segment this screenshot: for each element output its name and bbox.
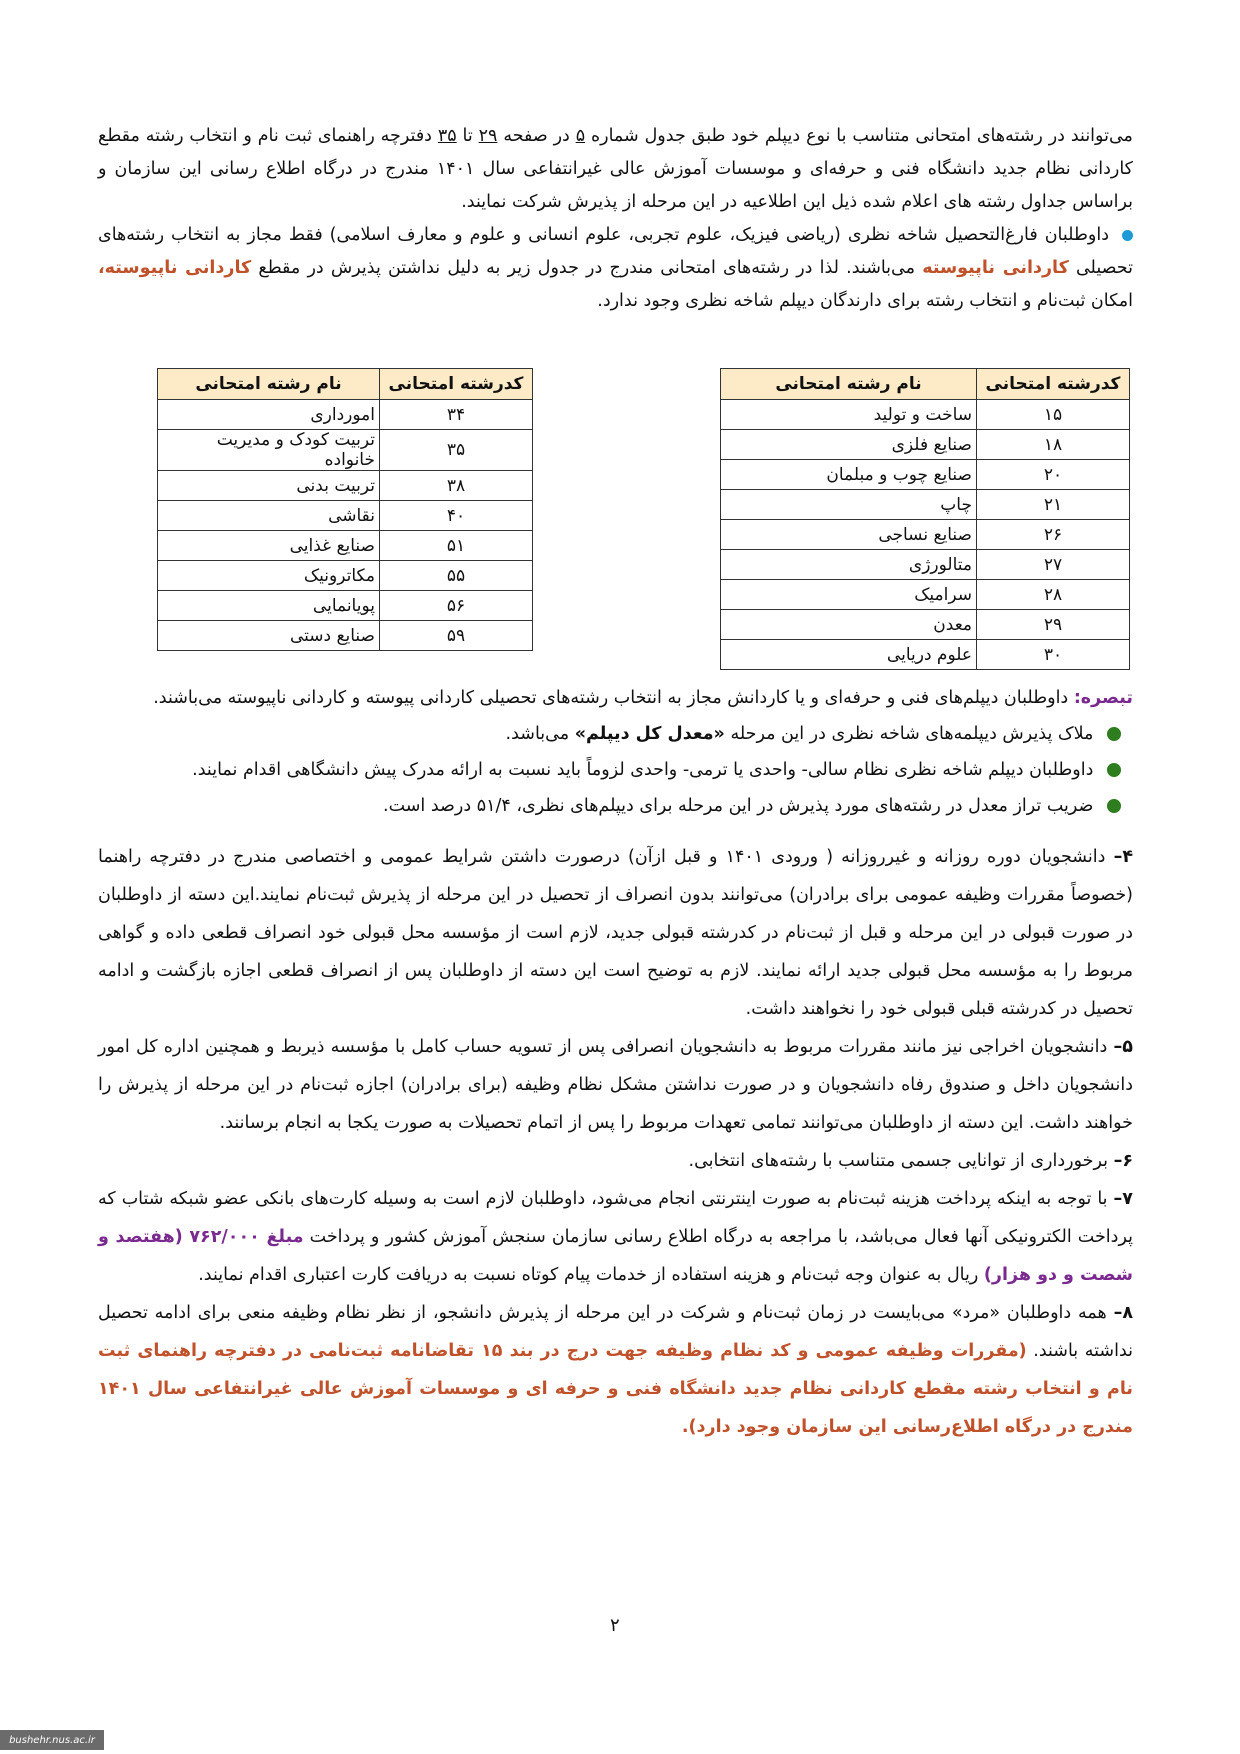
bullet-bold: «معدل کل دیپلم» bbox=[574, 724, 725, 744]
page-to: ۳۵ bbox=[437, 126, 457, 146]
blue-bullet-icon bbox=[1122, 230, 1133, 241]
table-row bbox=[721, 550, 1130, 580]
field-name: مکاترونیک bbox=[158, 561, 380, 591]
item-8 bbox=[98, 1294, 1133, 1446]
green-bullet-icon bbox=[1107, 727, 1121, 741]
bullet-text: ضریب تراز معدل در رشته‌های مورد پذیرش در این مرحله برای دیپلم‌های نظری، ۵۱/۴ درصد است. bbox=[383, 796, 1094, 816]
item-number: ۸– bbox=[1113, 1303, 1133, 1323]
field-code: ۴۰ bbox=[380, 501, 533, 531]
to-word: تا bbox=[462, 126, 473, 146]
table-row bbox=[721, 430, 1130, 460]
item-text-end: ریال به عنوان وجه ثبت‌نام و هزینه استفاده از خدمات پیام کوتاه نسبت به دریافت کارت اعتباری اقدام نمایند. bbox=[198, 1265, 979, 1285]
theory-note-highlight1: کاردانی ناپیوسته bbox=[922, 258, 1069, 278]
field-code: ۲۹ bbox=[977, 610, 1130, 640]
theory-note-part1: داوطلبان فارغ‌التحصیل شاخه نظری (ریاضی فیزیک، علوم تجربی، علوم انسانی و علوم و معارف اسلامی) فقط مجاز به انتخاب رشته‌های تحصیلی bbox=[98, 225, 1133, 278]
field-name: سرامیک bbox=[721, 580, 977, 610]
table-row bbox=[158, 471, 533, 501]
military-service-note: (مقررات وظیفه عمومی و کد نظام وظیفه جهت درج در بند ۱۵ تقاضانامه ثبت‌نامی در دفترچه راهنمای ثبت نام و انتخاب رشته مقطع کاردانی نظام جدید دانشگاه فنی و حرفه ای و موسسات آموزش عالی غیرانتفاعی سال ۱۴۰۱ مندرج در درگاه اطلاع‌رسانی این سازمان وجود دارد). bbox=[98, 1341, 1133, 1437]
table-row bbox=[158, 400, 533, 430]
item-text: با توجه به اینکه پرداخت هزینه ثبت‌نام به صورت اینترنتی انجام می‌شود، داوطلبان لازم است به وسیله کارت‌های بانکی عضو شبکه شتاب که پرداخت الکترونیکی آنها فعال می‌باشد، با مراجعه به درگاه اطلاع رسانی سازمان سنجش آموزش کشور و پرداخت bbox=[98, 1189, 1133, 1247]
header-name: نام رشته امتحانی bbox=[721, 369, 977, 400]
header-code: کدرشته امتحانی bbox=[380, 369, 533, 400]
field-code: ۵۶ bbox=[380, 591, 533, 621]
item-number: ۵– bbox=[1113, 1037, 1133, 1057]
header-name: نام رشته امتحانی bbox=[158, 369, 380, 400]
field-code: ۱۵ bbox=[977, 400, 1130, 430]
green-bullet-icon bbox=[1107, 763, 1121, 777]
table-row bbox=[158, 531, 533, 561]
field-name: تربیت بدنی bbox=[158, 471, 380, 501]
page-word: در صفحه bbox=[503, 126, 570, 146]
field-name: صنایع فلزی bbox=[721, 430, 977, 460]
intro-line2: انتخاب رشته مقطع کاردانی نظام جدید دانشگاه فنی و حرفه‌ای و موسسات آموزش عالی غیرانتفاعی سال ۱۴۰۱ مندرج در درگاه اطلاع رسانی این سازمان و براساس جداول رشته های اعلام شده ذیل این اطلاعیه در این مرحله از پذیرش شرکت نمایند. bbox=[98, 126, 1134, 212]
field-code: ۲۷ bbox=[977, 550, 1130, 580]
field-name: ساخت و تولید bbox=[721, 400, 977, 430]
field-name: صنایع نساجی bbox=[721, 520, 977, 550]
table-row bbox=[721, 460, 1130, 490]
fields-table-left bbox=[157, 368, 533, 651]
bullet-text: داوطلبان دیپلم شاخه نظری نظام سالی- واحدی یا ترمی- واحدی لزوماً باید نسبت به ارائه مدرک پیش دانشگاهی اقدام نمایند. bbox=[192, 760, 1094, 780]
field-code: ۳۸ bbox=[380, 471, 533, 501]
field-code: ۱۸ bbox=[977, 430, 1130, 460]
field-code: ۳۰ bbox=[977, 640, 1130, 670]
field-name: چاپ bbox=[721, 490, 977, 520]
header-code: کدرشته امتحانی bbox=[977, 369, 1130, 400]
green-bullet-icon bbox=[1107, 799, 1121, 813]
page-number: ۲ bbox=[610, 1615, 620, 1636]
field-code: ۲۰ bbox=[977, 460, 1130, 490]
intro-line1-end: دفترچه راهنمای ثبت نام و bbox=[243, 126, 432, 146]
item-text: برخورداری از توانایی جسمی متناسب با رشته‌های انتخابی. bbox=[688, 1151, 1108, 1171]
tabsare-note bbox=[98, 680, 1133, 716]
tabsare-text: داوطلبان دیپلم‌های فنی و حرفه‌ای و یا کاردانش مجاز به انتخاب رشته‌های تحصیلی کاردانی پیوسته و کاردانی ناپیوسته می‌باشند. bbox=[153, 688, 1069, 708]
field-code: ۵۹ bbox=[380, 621, 533, 651]
field-name: متالورژی bbox=[721, 550, 977, 580]
field-name: نقاشی bbox=[158, 501, 380, 531]
field-code: ۲۱ bbox=[977, 490, 1130, 520]
field-code: ۲۶ bbox=[977, 520, 1130, 550]
bullet-text: ملاک پذیرش دیپلمه‌های شاخه نظری در این مرحله bbox=[730, 724, 1094, 744]
theory-note bbox=[98, 219, 1133, 318]
table-row bbox=[721, 520, 1130, 550]
field-name: علوم دریایی bbox=[721, 640, 977, 670]
field-name: معدن bbox=[721, 610, 977, 640]
field-code: ۵۱ bbox=[380, 531, 533, 561]
item-number: ۶– bbox=[1113, 1151, 1133, 1171]
bullet-item bbox=[98, 752, 1133, 788]
theory-note-part3: امکان ثبت‌نام و انتخاب رشته برای دارندگان دیپلم شاخه نظری وجود ندارد. bbox=[597, 291, 1133, 311]
field-name: صنایع غذایی bbox=[158, 531, 380, 561]
field-name: پویانمایی bbox=[158, 591, 380, 621]
tabsare-label: تبصره: bbox=[1073, 688, 1133, 708]
footer-url[interactable]: bushehr.nus.ac.ir bbox=[0, 1730, 104, 1750]
item-5 bbox=[98, 1028, 1133, 1142]
fields-table-right bbox=[720, 368, 1130, 670]
item-7 bbox=[98, 1180, 1133, 1294]
item-text: همه داوطلبان «مرد» می‌بایست در زمان ثبت‌نام و شرکت در این مرحله از پذیرش دانشجو، از نظر نظام وظیفه منعی برای ادامه تحصیل نداشته باشند. bbox=[98, 1303, 1134, 1361]
table-row bbox=[721, 610, 1130, 640]
bullet-item bbox=[98, 716, 1133, 752]
payment-amount: مبلغ ۷۶۲/۰۰۰ (هفتصد و شصت و دو هزار) bbox=[98, 1227, 1133, 1285]
theory-note-part2: می‌باشند. لذا در رشته‌های امتحانی مندرج در جدول زیر به دلیل نداشتن پذیرش در مقطع bbox=[258, 258, 916, 278]
notes-section bbox=[98, 680, 1133, 824]
field-code: ۲۸ bbox=[977, 580, 1130, 610]
table-row bbox=[158, 561, 533, 591]
field-name: امورداری bbox=[158, 400, 380, 430]
page-from: ۲۹ bbox=[478, 126, 498, 146]
bullet-text-after: می‌باشد. bbox=[505, 724, 570, 744]
table-row bbox=[158, 621, 533, 651]
bullet-item bbox=[98, 788, 1133, 824]
item-number: ۴– bbox=[1113, 847, 1133, 867]
item-6 bbox=[98, 1142, 1133, 1180]
field-code: ۳۴ bbox=[380, 400, 533, 430]
table-row bbox=[721, 580, 1130, 610]
intro-paragraph bbox=[98, 120, 1133, 318]
field-code: ۳۵ bbox=[380, 430, 533, 471]
field-name: صنایع دستی bbox=[158, 621, 380, 651]
item-4 bbox=[98, 838, 1133, 1028]
field-name: صنایع چوب و مبلمان bbox=[721, 460, 977, 490]
table-row bbox=[158, 430, 533, 471]
table-row bbox=[158, 591, 533, 621]
theory-note-highlight2: کاردانی ناپیوسته، bbox=[98, 258, 252, 278]
numbered-items bbox=[98, 838, 1133, 1446]
field-code: ۵۵ bbox=[380, 561, 533, 591]
table-row bbox=[158, 501, 533, 531]
table-row bbox=[721, 490, 1130, 520]
table-row bbox=[721, 400, 1130, 430]
table-row bbox=[721, 640, 1130, 670]
item-text: دانشجویان دوره روزانه و غیرروزانه ( ورودی ۱۴۰۱ و قبل ازآن) درصورت داشتن شرایط عمومی و اختصاصی مندرج در دفترچه راهنما (خصوصاً مقررات وظیفه عمومی برای برادران) می‌توانند بدون انصراف از تحصیل در این مرحله از پذیرش ثبت‌نام نمایند.این دسته از داوطلبان در صورت قبولی در این مرحله و قبل از ثبت‌نام در کدرشته قبولی جدید، لازم است از مؤسسه محل قبولی خود انصراف قطعی داده و گواهی مربوط را به مؤسسه محل قبولی جدید ارائه نمایند. لازم به توضیح است این دسته از داوطلبان پس از انصراف قطعی اجازه بازگشت و ادامه تحصیل در کدرشته قبلی قبولی خود را نخواهند داشت. bbox=[98, 847, 1133, 1019]
table-number: ۵ bbox=[575, 126, 586, 146]
item-number: ۷– bbox=[1113, 1189, 1133, 1209]
field-name: تربیت کودک و مدیریت خانواده bbox=[158, 430, 380, 471]
intro-line1: می‌توانند در رشته‌های امتحانی متناسب با نوع دیپلم خود طبق جدول شماره bbox=[590, 126, 1133, 146]
item-text: دانشجویان اخراجی نیز مانند مقررات مربوط به دانشجویان انصرافی پس از تسویه حساب کامل با مؤسسه ذیربط و همچنین اداره کل امور دانشجویان داخل و صندوق رفاه دانشجویان و در صورت نداشتن مشکل نظام وظیفه (برای برادران) اجازه ثبت‌نام در این مرحله از پذیرش را خواهند داشت. این دسته از داوطلبان می‌توانند تمامی تعهدات مربوط را پس از اتمام تحصیلات به صورت یکجا به انجام برسانند. bbox=[98, 1037, 1133, 1133]
